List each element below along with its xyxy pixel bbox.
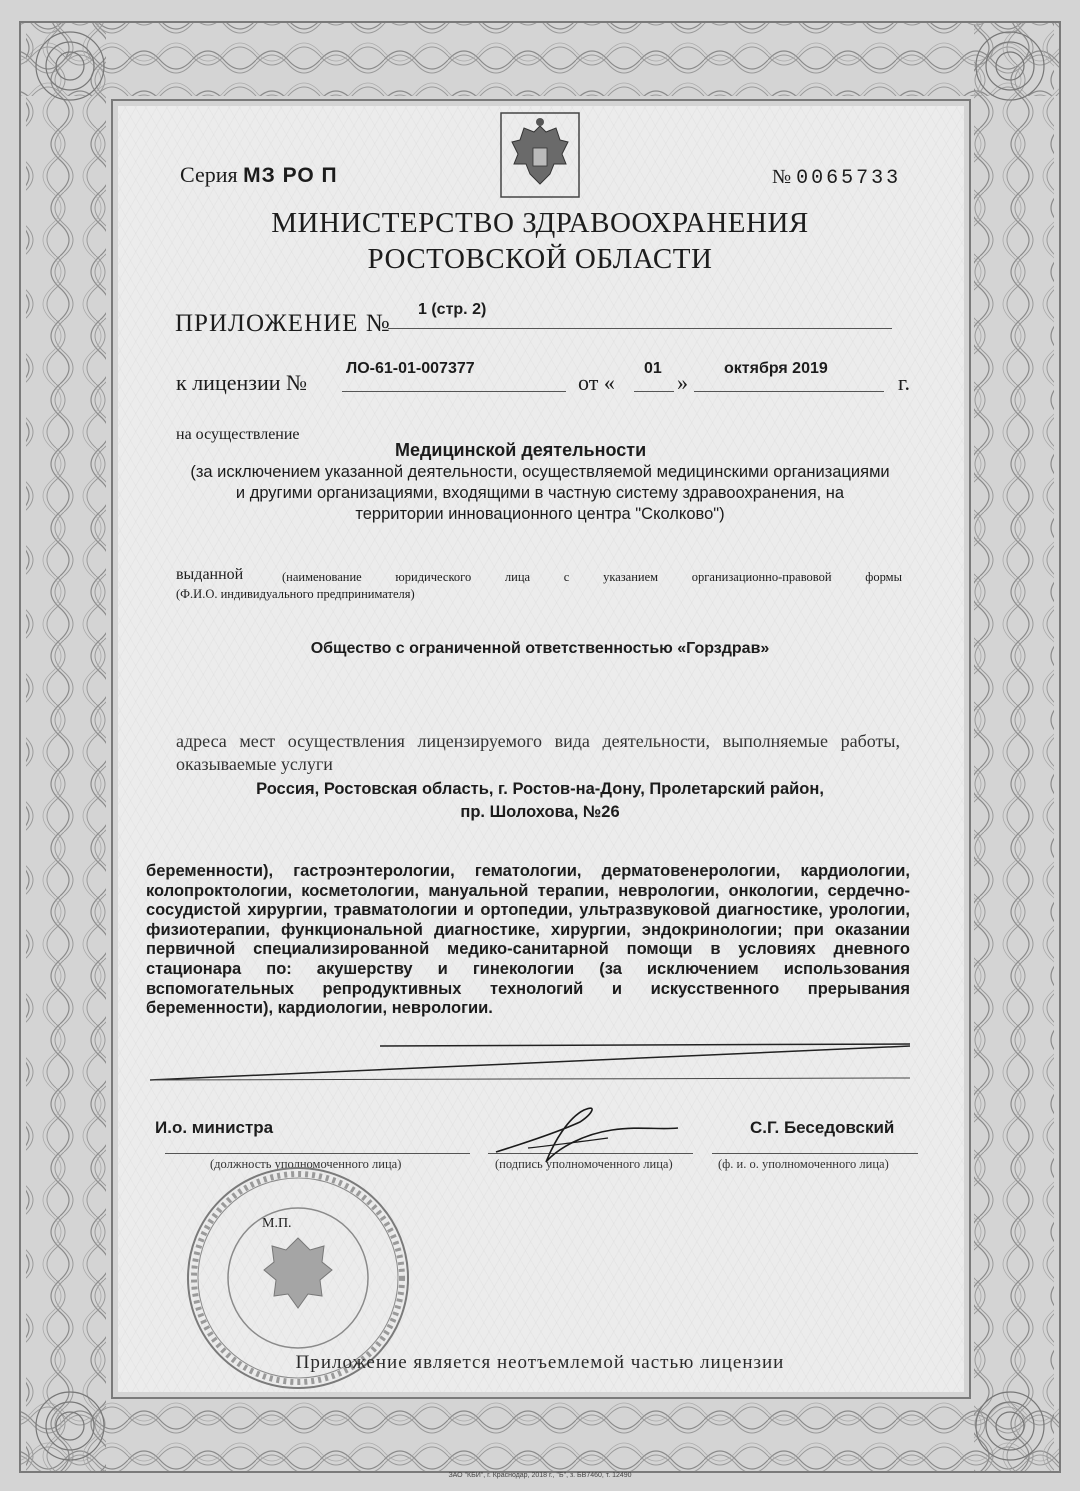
number-sign: №	[772, 166, 792, 188]
quote-close: »	[677, 370, 688, 395]
license-day: 01	[644, 360, 662, 377]
activity-note-line-1: (за исключением указанной деятельности, осуществляемой медицинскими организациями	[190, 463, 890, 481]
series-label: Серия	[180, 162, 238, 187]
license-date-block	[578, 370, 615, 396]
handwritten-signature	[488, 1102, 688, 1172]
closing-strike-lines	[140, 1040, 920, 1090]
activity-note-line-2: и другими организациями, входящими в частную систему здравоохранения, на	[235, 484, 845, 502]
year-suffix: г.	[898, 370, 911, 395]
from-label: от	[578, 370, 599, 395]
series-value: МЗ РО П	[243, 164, 338, 187]
ministry-title	[120, 205, 960, 277]
coat-of-arms-icon	[500, 112, 580, 198]
name-underline	[712, 1153, 918, 1154]
month-underline	[694, 391, 884, 392]
address-line-1: Россия, Ростовская область, г. Ростов-на-Дону, Пролетарский район,	[256, 780, 824, 798]
activity-name: Медицинской деятельности	[395, 440, 647, 460]
role-caption: (должность уполномоченного лица)	[210, 1157, 402, 1171]
ministry-line-1: МИНИСТЕРСТВО ЗДРАВООХРАНЕНИЯ	[271, 207, 809, 239]
activity-note-line-3: территории инновационного центра "Сколково")	[355, 505, 725, 523]
activity-note	[140, 462, 940, 525]
issued-hint: (наименование юридического лица с указанием организационно-правовой формы	[282, 570, 902, 584]
series-line	[180, 162, 338, 188]
number-value: 0065733	[796, 167, 902, 190]
quote-open: «	[603, 370, 615, 395]
services-text: беременности), гастроэнтерологии, гематологии, дерматовенерологии, кардиологии, колопроктологии, косметологии, мануальной терапии, неврологии, онкологии, сердечно-сосудистой хирургии, травматологии и ортопедии, ультразвуковой диагностике, урологии, физиотерапии, функциональной диагностике, хирургии, эндокринологии; при оказании первичной специализированной медико-санитарной помощи в условиях дневного стационара по: акушерству и гинекологии (за исключением использования вспомогательных репродуктивных технологий и искусственного прерывания беременности), кардиологии, неврологии.	[146, 862, 910, 1018]
address-line-2: пр. Шолохова, №26	[460, 803, 620, 821]
seal-mark: М.П.	[262, 1216, 292, 1231]
appendix-value: 1 (стр. 2)	[418, 301, 487, 318]
license-label: к лицензии №	[176, 370, 307, 395]
issued-hint-2: (Ф.И.О. индивидуального предпринимателя)	[176, 587, 415, 601]
address-label: адреса мест осуществления лицензируемого вида деятельности, выполняемые работы, оказываемые услуги	[176, 731, 900, 774]
day-underline	[634, 391, 674, 392]
signer-name: С.Г. Беседовский	[750, 1118, 895, 1137]
license-number-underline	[342, 391, 566, 392]
appendix-underline	[388, 328, 892, 329]
address-value	[120, 778, 960, 824]
role-underline	[165, 1153, 470, 1154]
ministry-line-2: РОСТОВСКОЙ ОБЛАСТИ	[367, 243, 713, 275]
appendix-label: ПРИЛОЖЕНИЕ №	[175, 310, 391, 337]
printer-imprint: ЗАО "КБИ", г. Краснодар, 2018 г., "Б", з. БВ7460, т. 12490	[448, 1472, 632, 1479]
form-number	[772, 166, 901, 190]
organization-name: Общество с ограниченной ответственностью «Горздрав»	[310, 640, 770, 657]
signer-role: И.о. министра	[155, 1118, 274, 1137]
name-caption: (ф. и. о. уполномоченного лица)	[718, 1157, 889, 1171]
issued-label: выданной	[176, 566, 244, 583]
license-number: ЛО-61-01-007377	[346, 360, 475, 377]
activity-label: на осуществление	[176, 426, 300, 443]
signature-caption: (подпись уполномоченного лица)	[495, 1157, 673, 1171]
footer-note: Приложение является неотъемлемой частью лицензии	[295, 1352, 785, 1373]
license-month-year: октября 2019	[724, 360, 828, 377]
